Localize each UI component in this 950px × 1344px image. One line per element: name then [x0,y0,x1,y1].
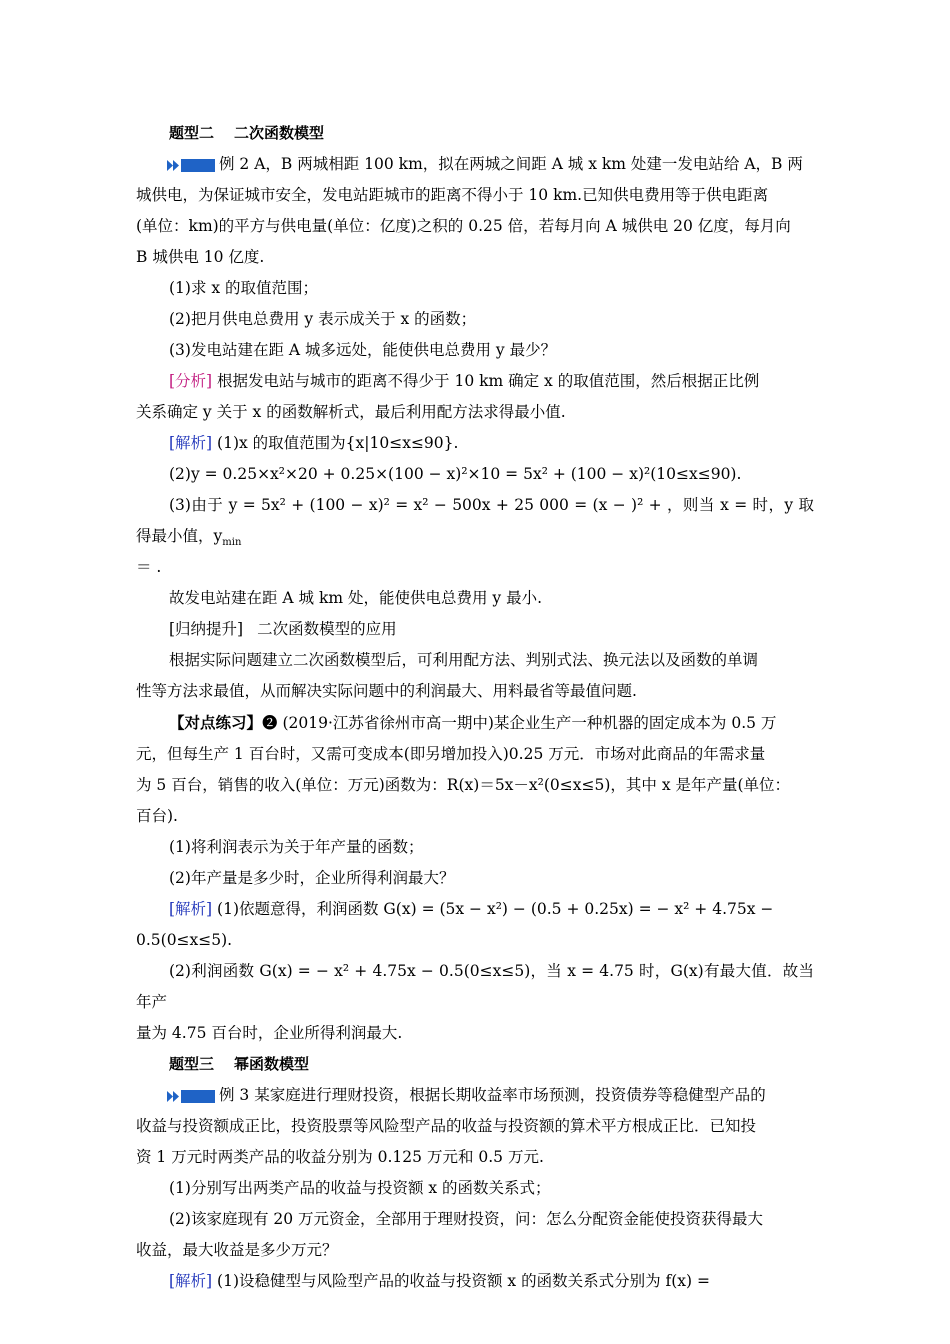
summary-line-2: 性等方法求最值，从而解决实际问题中的利润最大、用料最省等最值问题. [136,682,637,700]
practice-line-1 [136,707,814,739]
example-3-line-3: 资 1 万元时两类产品的收益分别为 0.125 万元和 0.5 万元. [136,1148,544,1166]
text: (1)依题意得，利润函数 G(x) = (5x − x²) − (0.5 + 0.25x) = − x² + 4.75x − [212,900,774,918]
section-heading-type2 [136,118,814,149]
practice-solution-1 [136,894,814,925]
solution-tag: [解析] [169,1272,213,1290]
summary-title: 二次函数模型的应用 [257,620,397,638]
practice-line-4: 百台). [136,807,178,825]
text: (1)x 的取值范围为{x|10≤x≤90}. [212,434,459,452]
summary-heading [136,614,814,645]
example-3-question-1: (1)分别写出两类产品的收益与投资额 x 的函数关系式； [169,1179,551,1197]
section-title: 二次函数模型 [234,124,325,142]
example-3-question-2b: 收益，最大收益是多少万元？ [136,1241,338,1259]
analysis-line-2: 关系确定 y 关于 x 的函数解析式，最后利用配方法求得最小值. [136,403,566,421]
practice-line-3: 为 5 百台，销售的收入(单位：万元)函数为：R(x)＝5x－x²(0≤x≤5)，其中 x 是年产量(单位： [136,776,791,794]
section-heading-type3 [136,1049,814,1080]
document-content [136,118,814,1297]
section-number: 题型三 [169,1055,215,1073]
example-3-solution-1 [136,1266,814,1297]
example-2-question-2: (2)把月供电总费用 y 表示成关于 x 的函数； [169,310,477,328]
example-3-question-2: (2)该家庭现有 20 万元资金，全部用于理财投资，问：怎么分配资金能使投资获得最大 [169,1210,764,1228]
example-2-question-3: (3)发电站建在距 A 城多远处，能使供电总费用 y 最少？ [169,341,557,359]
practice-line-2: 元，但每生产 1 百台时，又需可变成本(即另增加投入)0.25 万元．市场对此商品的年需求量 [136,745,766,763]
practice-solution-2b: 量为 4.75 百台时，企业所得利润最大. [136,1024,403,1042]
solution-line-1 [136,428,814,459]
example-label: 例 3 [219,1086,250,1104]
practice-number: ❷ [262,714,278,732]
solution-tag: [解析] [169,434,213,452]
example-2-line-4: B 城供电 10 亿度. [136,248,265,266]
example-label: 例 2 [219,155,250,173]
section-title: 幂函数模型 [234,1055,310,1073]
example-marker-icon [167,158,217,173]
text: 根据发电站与城市的距离不得少于 10 km 确定 x 的取值范围，然后根据正比例 [212,372,760,390]
analysis-tag: [分析] [169,372,213,390]
solution-tag: [解析] [169,900,213,918]
example-2-line-3: (单位：km)的平方与供电量(单位：亿度)之积的 0.25 倍，若每月向 A 城供电 20 亿度，每月向 [136,217,791,235]
subscript: min [222,537,242,549]
practice-solution-1b: 0.5(0≤x≤5). [136,931,233,949]
example-marker-icon [167,1089,217,1104]
text: (3)由于 y = 5x² + (100 − x)² = x² − 500x + 25 000 = (x − )² + ，则当 x = 时，y 取得最小值，y [136,496,814,545]
example-2-line-1 [136,149,814,180]
practice-question-2: (2)年产量是多少时，企业所得利润最大？ [169,869,455,887]
example-2-line-2: 城供电，为保证城市安全，发电站距城市的距离不得小于 10 km.已知供电费用等于供电距离 [136,186,769,204]
text: (1)设稳健型与风险型产品的收益与投资额 x 的函数关系式分别为 f(x) = [212,1272,711,1290]
example-2-question-1: (1)求 x 的取值范围； [169,279,319,297]
solution-line-3 [136,490,814,552]
practice-question-1: (1)将利润表示为关于年产量的函数； [169,838,424,856]
practice-solution-2: (2)利润函数 G(x) = − x² + 4.75x − 0.5(0≤x≤5)，当 x = 4.75 时，G(x)有最大值．故当年产 [136,962,814,1011]
text: 某家庭进行理财投资，根据长期收益率市场预测，投资债券等稳健型产品的 [249,1086,766,1104]
section-number: 题型二 [169,124,215,142]
summary-line-1: 根据实际问题建立二次函数模型后，可利用配方法、判别式法、换元法以及函数的单调 [169,651,759,669]
practice-tag: 【对点练习】 [169,713,263,732]
text: A，B 两城相距 100 km，拟在两城之间距 A 城 x km 处建一发电站给 A，B 两 [249,155,803,173]
text: (2019·江苏省徐州市高一期中)某企业生产一种机器的固定成本为 0.5 万 [277,714,777,732]
example-3-line-1 [136,1080,814,1111]
solution-line-4: 故发电站建在距 A 城 km 处，能使供电总费用 y 最小. [169,589,543,607]
solution-line-3b: ＝ . [136,558,162,576]
solution-line-2: (2)y = 0.25×x²×20 + 0.25×(100 − x)²×10 = 5x² + (100 − x)²(10≤x≤90). [169,465,742,483]
summary-tag: [归纳提升] [169,620,244,638]
example-3-line-2: 收益与投资额成正比，投资股票等风险型产品的收益与投资额的算术平方根成正比．已知投 [136,1117,757,1135]
analysis-line-1 [136,366,814,397]
